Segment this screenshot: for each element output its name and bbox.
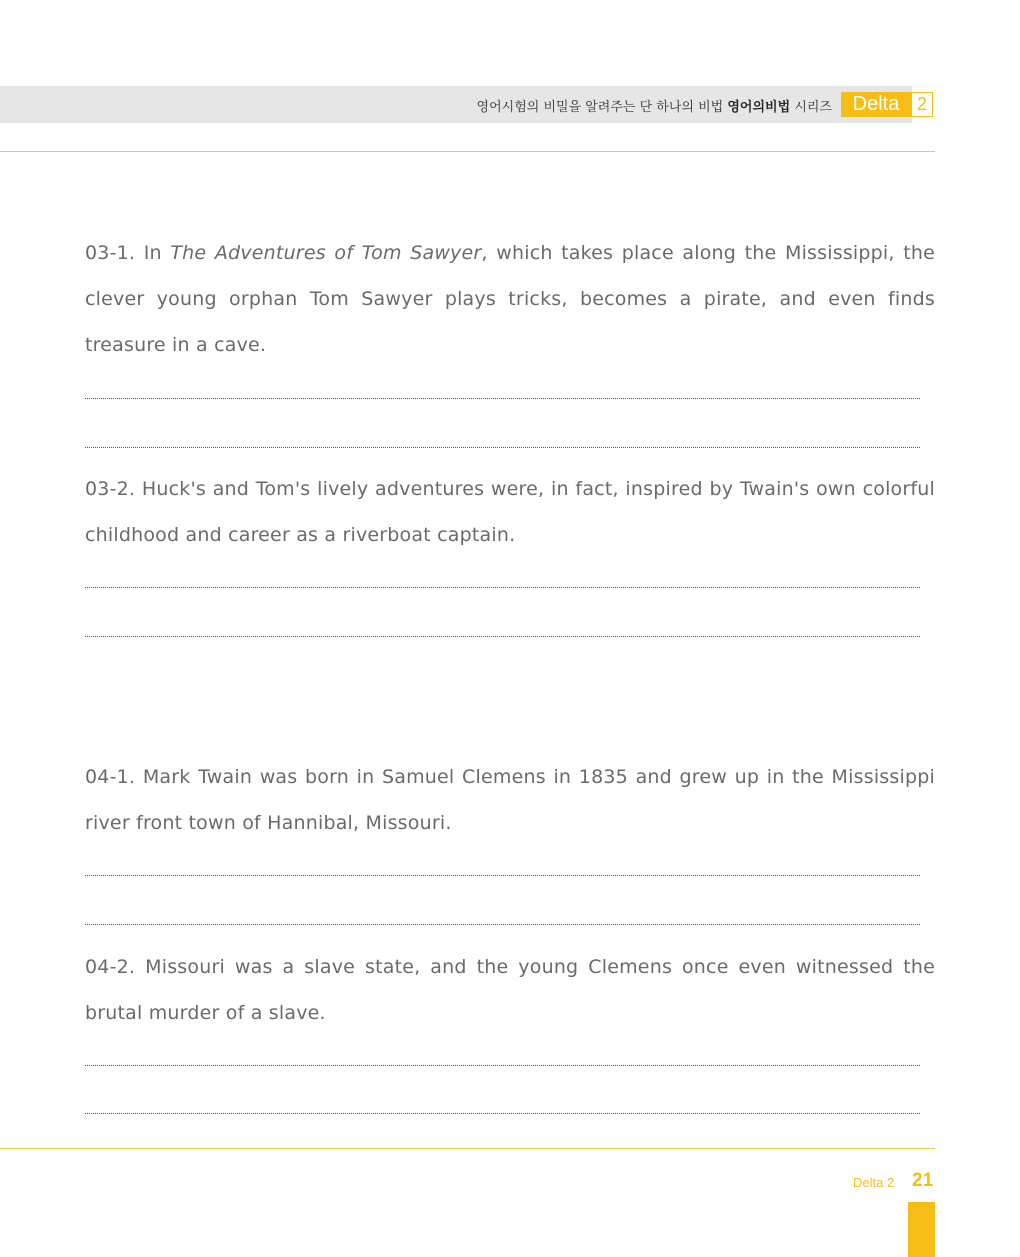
sentence-number: 03-2.: [85, 478, 136, 500]
answer-line[interactable]: [85, 447, 920, 448]
sentence-number: 04-2.: [85, 956, 136, 978]
sentence-text: Mark Twain was born in Samuel Clemens in 1835 and grew up in the Mississippi river front town of Hannibal, Missouri.: [85, 766, 935, 834]
sentence-04-2: [85, 944, 935, 1036]
book-badge: Delta: [841, 92, 911, 117]
header-divider: [0, 151, 935, 152]
answer-line[interactable]: [85, 924, 920, 925]
answer-line[interactable]: [85, 587, 920, 588]
sentence-number: 04-1.: [85, 766, 136, 788]
footer-book-label: Delta 2: [853, 1175, 895, 1190]
header-series-suffix: 시리즈: [794, 100, 832, 115]
sentence-04-1: [85, 754, 935, 846]
sentence-text: Huck's and Tom's lively adventures were, in fact, inspired by Twain's own colorful childhood and career as a riverboat captain.: [85, 478, 935, 546]
sentence-text: In: [143, 242, 162, 264]
answer-line[interactable]: [85, 875, 920, 876]
book-title: The Adventures of Tom Sawyer: [170, 242, 482, 264]
sentence-03-1: [85, 230, 935, 368]
header-tagline-text: 영어시험의 비밀을 알려주는 단 하나의 비법: [476, 100, 724, 115]
header-tagline: [477, 96, 832, 115]
page-number: 21: [912, 1170, 934, 1191]
sentence-number: 03-1.: [85, 242, 136, 264]
answer-line[interactable]: [85, 1113, 920, 1114]
page-tab-marker: [908, 1202, 935, 1257]
header-series-name: 영어의비법: [727, 100, 791, 115]
answer-line[interactable]: [85, 398, 920, 399]
footer-divider: [0, 1148, 935, 1149]
answer-line[interactable]: [85, 636, 920, 637]
sentence-text: Missouri was a slave state, and the young Clemens once even witnessed the brutal murder of a slave.: [85, 956, 935, 1024]
sentence-03-2: [85, 466, 935, 558]
sentence-text: , which takes place along the Mississippi, the clever young orphan Tom Sawyer plays tricks, becomes a pirate, and even finds treasure in a cave.: [85, 242, 935, 356]
volume-badge: 2: [911, 92, 933, 117]
answer-line[interactable]: [85, 1065, 920, 1066]
